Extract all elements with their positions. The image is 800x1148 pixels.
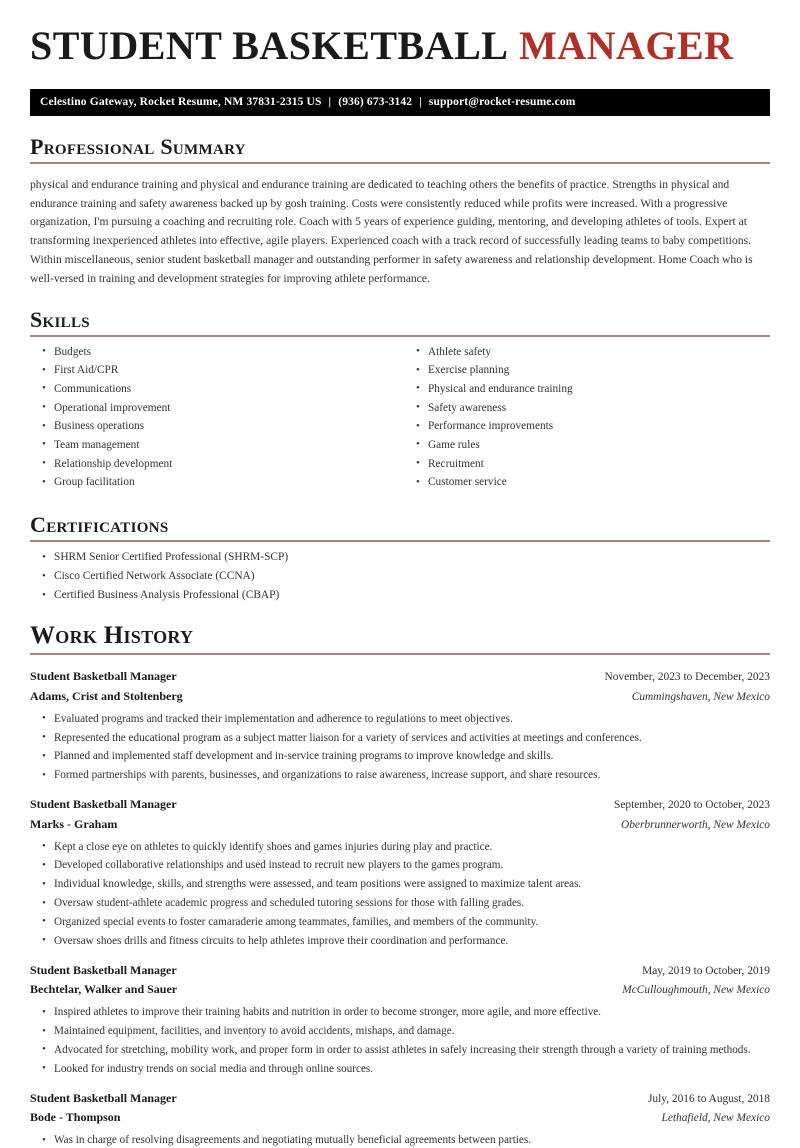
list-item: • Cisco Certified Network Associate (CCNA)	[30, 569, 770, 585]
job-company: Marks - Graham	[30, 816, 118, 831]
job-bullets	[30, 1133, 770, 1148]
contact-email[interactable]: support@rocket-resume.com	[428, 96, 576, 109]
contact-phone: (936) 673-3142	[338, 96, 413, 109]
list-item: • Oversaw student-athlete academic progress and scheduled tutoring sessions for those with falling grades.	[30, 896, 770, 911]
job-bullet-list	[30, 1005, 770, 1077]
section-certifications	[30, 513, 770, 604]
list-item: • Oversaw shoes drills and fitness circuits to help athletes improve their coordination and performance.	[30, 934, 770, 949]
job-dates: September, 2020 to October, 2023	[614, 799, 770, 812]
list-item: • Represented the educational program as a subject matter liaison for a variety of services and activities at meetings and conferences.	[30, 731, 770, 746]
list-item: • Organized special events to foster camaraderie among teammates, families, and members of the community.	[30, 915, 770, 930]
work-history-entry	[30, 667, 770, 783]
list-item: • Physical and endurance training	[404, 382, 770, 397]
list-item: • SHRM Senior Certified Professional (SHRM-SCP)	[30, 550, 770, 566]
contact-separator-1: |	[328, 96, 332, 109]
certifications-list	[30, 550, 770, 604]
list-item: • Performance improvements	[404, 419, 770, 434]
list-item: • Recruitment	[404, 457, 770, 472]
list-item: • Formed partnerships with parents, businesses, and organizations to raise awareness, increase support, and share resources.	[30, 768, 770, 783]
section-heading-summary: Professional Summary	[30, 134, 246, 160]
list-item: • Individual knowledge, skills, and strengths were assessed, and team positions were assigned to maximize talent areas.	[30, 877, 770, 892]
list-item: • First Aid/CPR	[30, 363, 396, 378]
section-heading-skills: Skills	[30, 306, 90, 332]
job-location: Cummingshaven, New Mexico	[631, 690, 770, 703]
job-company-row	[30, 1108, 770, 1127]
job-bullets	[30, 712, 770, 784]
list-item: • Game rules	[404, 438, 770, 453]
work-history-entry	[30, 961, 770, 1077]
list-item: • Advocated for stretching, mobility work, and proper form in order to assist athletes in safely increasing their strength through a variety of training methods.	[30, 1043, 770, 1058]
skills-list-left	[30, 345, 396, 491]
list-item: • Relationship development	[30, 457, 396, 472]
skills-columns	[30, 345, 770, 494]
section-divider-summary	[30, 162, 770, 164]
section-heading-certifications: Certifications	[30, 511, 169, 537]
work-history-entry	[30, 795, 770, 949]
job-bullets	[30, 840, 770, 949]
job-company: Bode - Thompson	[30, 1110, 121, 1125]
list-item: • Maintained equipment, facilities, and inventory to avoid accidents, mishaps, and damage.	[30, 1024, 770, 1039]
job-dates: May, 2019 to October, 2019	[642, 964, 770, 977]
job-title-row	[30, 1089, 770, 1108]
list-item: • Planned and implemented staff development and in-service training programs to improve knowledge and skills.	[30, 749, 770, 764]
job-location: McCulloughmouth, New Mexico	[622, 984, 770, 997]
job-title: Student Basketball Manager	[30, 962, 177, 977]
contact-bar	[30, 89, 770, 116]
job-title: Student Basketball Manager	[30, 669, 177, 684]
list-item: • Kept a close eye on athletes to quickly identify shoes and games injuries during play and practice.	[30, 840, 770, 855]
job-dates: November, 2023 to December, 2023	[604, 671, 770, 684]
list-item: • Certified Business Analysis Professional (CBAP)	[30, 588, 770, 604]
job-company-row	[30, 815, 770, 834]
job-title: Student Basketball Manager	[30, 1090, 177, 1105]
list-item: • Looked for industry trends on social media and through online sources.	[30, 1062, 770, 1077]
section-divider-certifications	[30, 540, 770, 542]
job-location: Oberbrunnerworth, New Mexico	[620, 818, 770, 831]
list-item: • Exercise planning	[404, 363, 770, 378]
job-bullet-list	[30, 840, 770, 949]
page-title	[30, 0, 770, 73]
contact-address: Celestino Gateway, Rocket Resume, NM 37831-2315 US	[40, 96, 322, 109]
skills-list-right	[404, 345, 770, 491]
list-item: • Budgets	[30, 345, 396, 360]
list-item: • Communications	[30, 382, 396, 397]
list-item: • Was in charge of resolving disagreements and negotiating mutually beneficial agreements between parties.	[30, 1133, 770, 1148]
section-heading-work-history: Work History	[30, 622, 194, 650]
job-bullets	[30, 1005, 770, 1077]
list-item: • Inspired athletes to improve their training habits and nutrition in order to become stronger, more agile, and more effective.	[30, 1005, 770, 1020]
job-company-row	[30, 687, 770, 706]
job-title-row	[30, 961, 770, 980]
section-skills	[30, 308, 770, 494]
list-item: • Group facilitation	[30, 475, 396, 490]
summary-text: physical and endurance training and physical and endurance training are dedicated to teaching others the benefits of practice. Strengths in physical and endurance training and safety awareness backed up by gosh training. Costs were consistently reduced while profits were increased. With a progressive organization, I'm pursuing a coaching and recruiting role. Coach with 5 years of experience guiding, mentoring, and developing athletes of tools. Expert at transforming inexperienced athletes into effective, agile players. Experienced coach with a track record of successfully leading teams to baby competitions. Within miscellaneous, senior student basketball manager and outstanding performer in safety awareness and relationship development. Home Coach who is well-versed in training and development strategies for improving athlete performance.	[30, 177, 753, 285]
list-item: • Evaluated programs and tracked their implementation and adherence to regulations to meet objectives.	[30, 712, 770, 727]
name-last-part: MANAGER	[518, 23, 734, 68]
job-dates: July, 2016 to August, 2018	[647, 1092, 770, 1105]
job-bullet-list	[30, 1133, 770, 1148]
list-item: • Athlete safety	[404, 345, 770, 360]
name-first-part: STUDENT BASKETBALL	[30, 23, 509, 68]
section-divider-work-history	[30, 653, 770, 655]
job-company: Bechtelar, Walker and Sauer	[30, 982, 178, 997]
list-item: • Customer service	[404, 475, 770, 490]
job-bullet-list	[30, 712, 770, 784]
job-location: Lethafield, New Mexico	[661, 1112, 770, 1125]
list-item: • Safety awareness	[404, 401, 770, 416]
list-item: • Developed collaborative relationships and used instead to recruit new players to the games program.	[30, 858, 770, 873]
skills-column-right	[396, 345, 770, 494]
job-title-row	[30, 667, 770, 686]
skills-column-left	[30, 345, 396, 494]
contact-separator-2: |	[419, 96, 422, 109]
list-item: • Operational improvement	[30, 401, 396, 416]
job-title-row	[30, 795, 770, 814]
list-item: • Business operations	[30, 419, 396, 434]
section-work-history	[30, 623, 770, 1148]
job-company: Adams, Crist and Stoltenberg	[30, 688, 183, 703]
section-divider-skills	[30, 335, 770, 337]
section-professional-summary	[30, 135, 770, 288]
list-item: • Team management	[30, 438, 396, 453]
work-history-entry	[30, 1089, 770, 1148]
job-company-row	[30, 980, 770, 999]
job-title: Student Basketball Manager	[30, 797, 177, 812]
